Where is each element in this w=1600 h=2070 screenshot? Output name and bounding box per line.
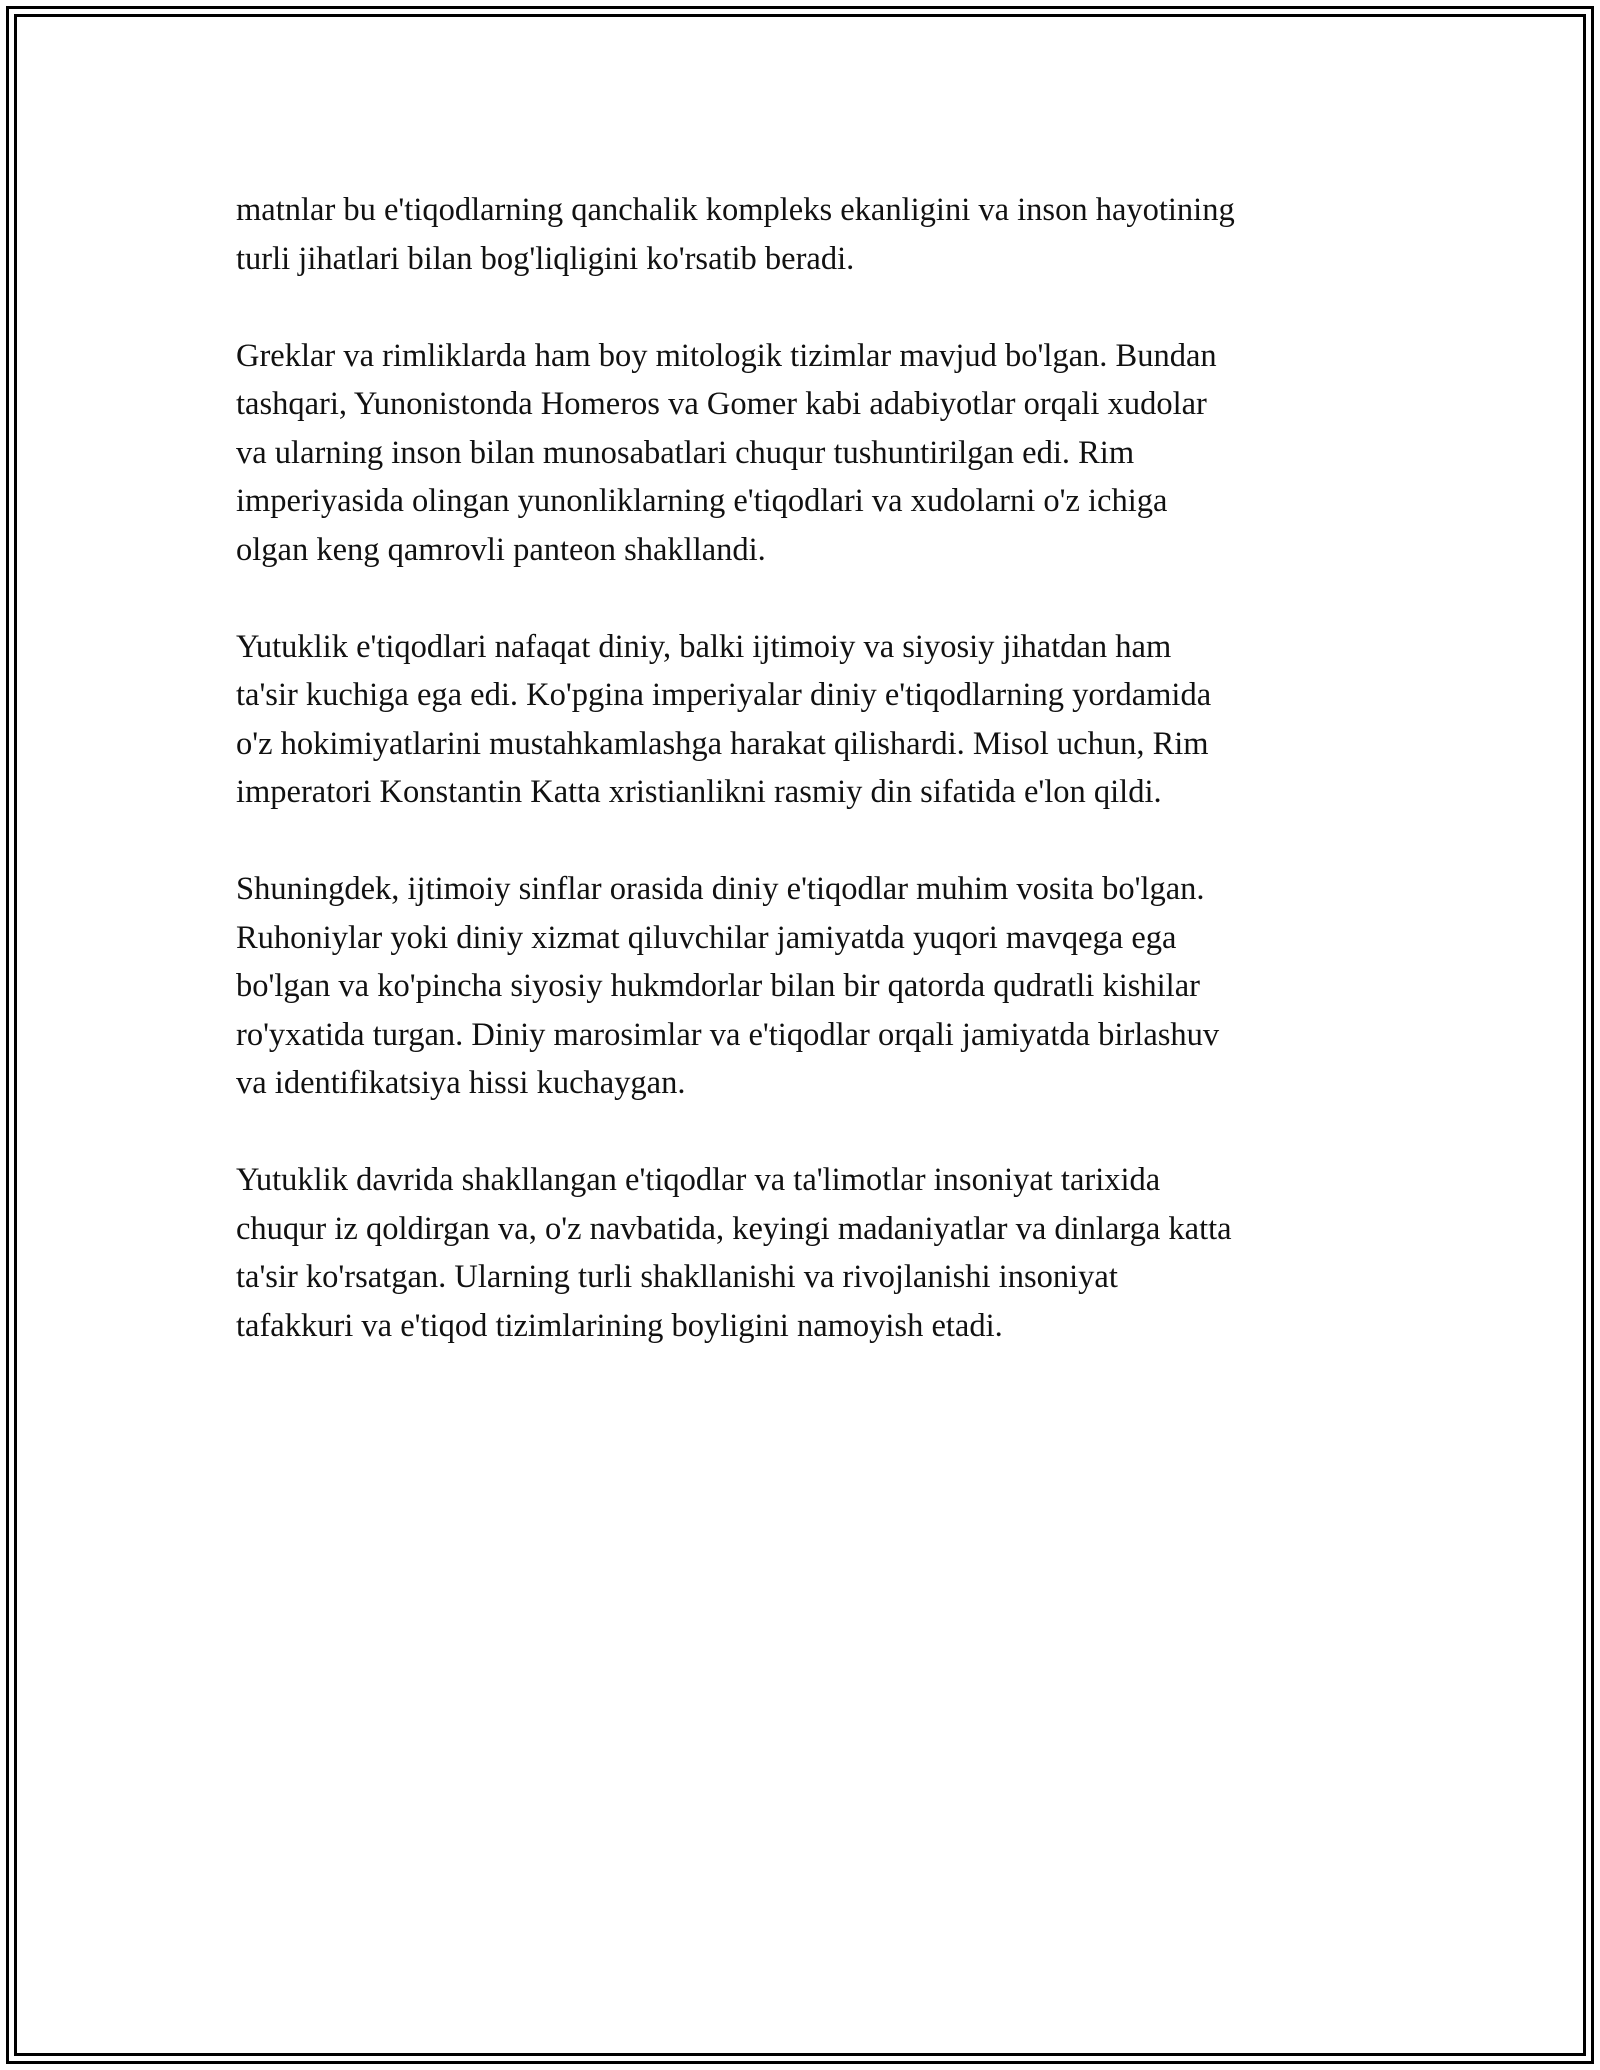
paragraph-1: matnlar bu e'tiqodlarning qanchalik kompleks ekanligini va inson hayotining turli jihatlari bilan bog'liqligini ko'rsatib beradi. <box>236 192 1235 277</box>
paragraph-5: Yutuklik davrida shakllangan e'tiqodlar va ta'limotlar insoniyat tarixida chuqur iz qoldirgan va, o'z navbatida, keyingi madaniyatlar va dinlarga katta ta'sir ko'rsatgan. Ularning turli shakllanishi va rivojlanishi insoniyat tafakkuri va e'tiqod tizimlarining boyligini namoyish etadi. <box>236 1162 1232 1344</box>
paragraph-2: Greklar va rimliklarda ham boy mitologik tizimlar mavjud bo'lgan. Bundan tashqari, Yunonistonda Homeros va Gomer kabi adabiyotlar orqali xudolar va ularning inson bilan munosabatlari chuqur tushuntirilgan edi. Rim imperiyasida olingan yunonliklarning e'tiqodlari va xudolarni o'z ichiga olgan keng qamrovli panteon shakllandi. <box>236 337 1217 568</box>
document-body <box>236 186 1376 1399</box>
paragraph-3: Yutuklik e'tiqodlari nafaqat diniy, balki ijtimoiy va siyosiy jihatdan ham ta'sir kuchiga ega edi. Ko'pgina imperiyalar diniy e'tiqodlarning yordamida o'z hokimiyatlarini mustahkamlashga harakat qilishardi. Misol uchun, Rim imperatori Konstantin Katta xristianlikni rasmiy din sifatida e'lon qildi. <box>236 628 1212 810</box>
paragraph-4: Shuningdek, ijtimoiy sinflar orasida diniy e'tiqodlar muhim vosita bo'lgan. Ruhoniylar yoki diniy xizmat qiluvchilar jamiyatda yuqori mavqega ega bo'lgan va ko'pincha siyosiy hukmdorlar bilan bir qatorda qudratli kishilar ro'yxatida turgan. Diniy marosimlar va e'tiqodlar orqali jamiyatda birlashuv va identifikatsiya hissi kuchaygan. <box>236 871 1220 1101</box>
